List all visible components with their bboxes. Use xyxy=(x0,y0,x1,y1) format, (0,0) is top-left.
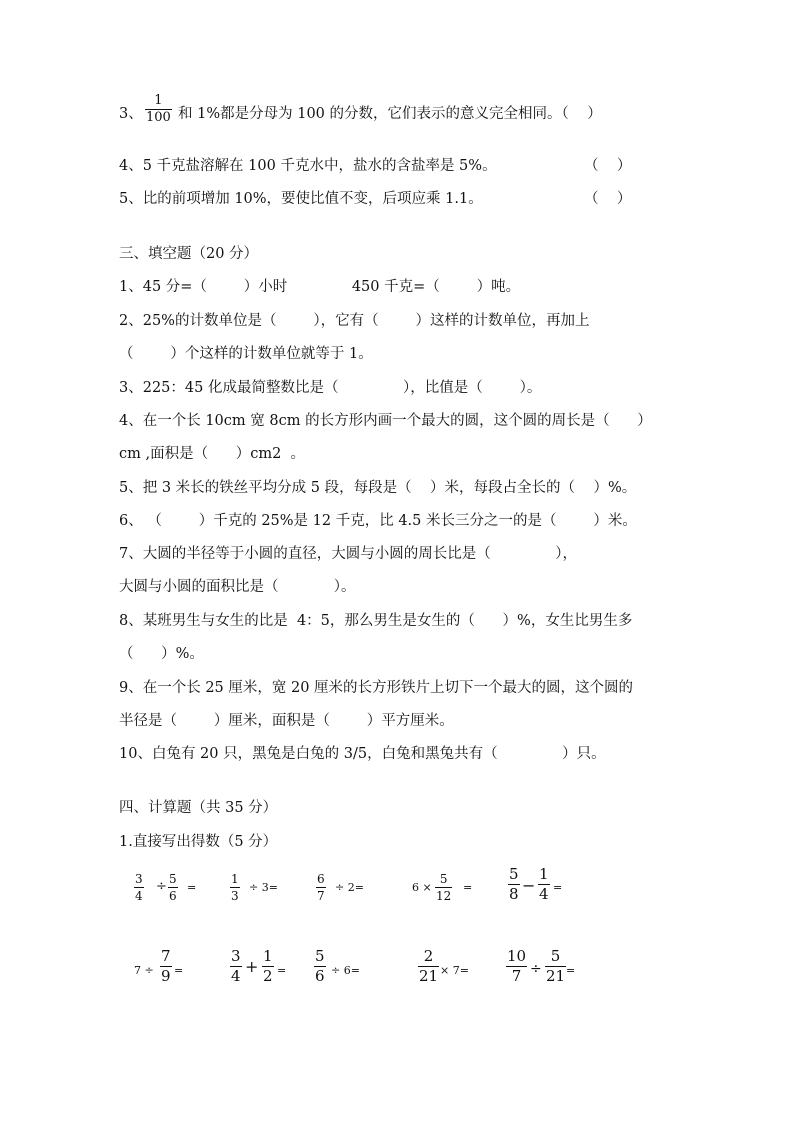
fill-line: 7、大圆的半径等于小圆的直径，大圆与小圆的周长比是（ ）， xyxy=(119,546,578,562)
calc-r1c-tail: ÷ 2= xyxy=(335,881,364,894)
calc-r2c-frac xyxy=(314,948,326,985)
calc-r2e-frac2 xyxy=(545,948,566,985)
judge-q5-answer-paren: （ ） xyxy=(584,191,632,207)
fraction-numerator: 5 xyxy=(439,872,448,886)
fraction-bar xyxy=(230,887,240,888)
judge-q4-text: 4、5 千克盐溶解在 100 千克水中，盐水的含盐率是 5%。 xyxy=(119,158,497,174)
calc-r2e-frac1 xyxy=(506,948,527,985)
calc-r1e-operator: − xyxy=(522,876,536,895)
fill-line: 半径是（ ）厘米，面积是（ ）平方厘米。 xyxy=(119,713,454,729)
calc-r1e-equals: = xyxy=(553,881,563,894)
fraction-numerator: 1 xyxy=(263,947,273,965)
calc-r1c-frac xyxy=(316,872,326,903)
fill-line: 6、 （ ）千克的 25%是 12 千克，比 4.5 米长三分之一的是（ ）米。 xyxy=(119,513,637,529)
fraction-denominator: 7 xyxy=(317,889,325,903)
fill-line: 10、白兔有 20 只，黑兔是白兔的 3/5，白兔和黑兔共有（ ）只。 xyxy=(119,746,606,762)
calc-r2a-prefix: 7 ÷ xyxy=(134,964,154,977)
calc-r2e-equals: = xyxy=(566,964,576,977)
fraction-denominator: 4 xyxy=(135,889,143,903)
calc-r2b-equals: = xyxy=(277,964,287,977)
calc-r1b-frac xyxy=(230,872,240,903)
fill-section-heading: 三、填空题（20 分） xyxy=(119,246,259,262)
calc-r1d-equals: = xyxy=(463,881,473,894)
calc-subheading: 1.直接写出得数（5 分） xyxy=(119,834,278,850)
fraction-numerator: 3 xyxy=(231,947,241,965)
fraction-denominator: 21 xyxy=(546,967,566,985)
calc-r1a-operator: ÷ xyxy=(156,879,167,894)
calc-section-heading: 四、计算题（共 35 分） xyxy=(119,800,278,816)
fraction-numerator: 1 xyxy=(231,872,239,886)
calc-r2a-frac xyxy=(160,948,172,985)
fraction-denominator: 6 xyxy=(169,889,177,903)
fill-line: 大圆与小圆的面积比是（ ）。 xyxy=(119,579,356,595)
calc-r1d-frac xyxy=(435,872,452,903)
judge-q4-answer-paren: （ ） xyxy=(584,158,632,174)
fraction-denominator: 8 xyxy=(509,885,519,903)
judge-q3-text: 和 1%都是分母为 100 的分数，它们表示的意义完全相同。（ ） xyxy=(178,106,602,122)
fraction-numerator: 3 xyxy=(135,872,143,886)
fraction-bar xyxy=(435,887,452,888)
calc-r2d-tail: × 7= xyxy=(440,964,469,977)
fraction-numerator: 5 xyxy=(315,947,325,965)
fill-line: 5、把 3 米长的铁丝平均分成 5 段，每段是（ ）米，每段占全长的（ ）%。 xyxy=(119,480,637,496)
calc-r1d-prefix: 6 × xyxy=(412,881,432,894)
fraction-denominator: 12 xyxy=(436,889,452,903)
judge-q3-number: 3、 xyxy=(119,106,143,122)
calc-r2a-equals: = xyxy=(174,964,184,977)
fraction-numerator: 1 xyxy=(539,865,549,883)
fraction-denominator: 100 xyxy=(146,110,171,125)
calc-r1a-equals: = xyxy=(187,881,197,894)
fraction-denominator: 4 xyxy=(539,885,549,903)
fill-line: 8、某班男生与女生的比是 4：5，那么男生是女生的（ ）%，女生比男生多 xyxy=(119,613,633,629)
fraction-numerator: 2 xyxy=(423,947,434,965)
fraction-denominator: 4 xyxy=(231,967,241,985)
fill-line: 1、45 分=（ ）小时 450 千克=（ ）吨。 xyxy=(119,279,521,295)
fraction-denominator: 6 xyxy=(315,967,325,985)
calc-r1a-frac2 xyxy=(168,872,178,903)
fraction-numerator: 6 xyxy=(317,872,325,886)
fraction-denominator: 3 xyxy=(231,889,239,903)
fraction-numerator: 7 xyxy=(161,947,171,965)
fraction-numerator: 10 xyxy=(507,947,527,965)
fraction-numerator: 5 xyxy=(550,947,561,965)
fraction-bar xyxy=(168,887,178,888)
calc-r1e-frac2 xyxy=(538,866,550,903)
fill-line: 2、25%的计数单位是（ ），它有（ ）这样的计数单位，再加上 xyxy=(119,313,590,329)
fraction-denominator: 21 xyxy=(419,967,439,985)
fraction-numerator: 1 xyxy=(154,93,163,108)
calc-r2b-frac2 xyxy=(262,948,274,985)
judge-q3-fraction xyxy=(145,94,172,125)
judge-q5-text: 5、比的前项增加 10%，要使比值不变，后项应乘 1.1。 xyxy=(119,191,483,207)
fill-line: 3、225：45 化成最简整数比是（ ），比值是（ ）。 xyxy=(119,380,542,396)
calc-r2d-frac xyxy=(418,948,439,985)
calc-r2b-frac1 xyxy=(230,948,242,985)
fill-line: cm ,面积是（ ）cm2 。 xyxy=(119,446,306,462)
fraction-denominator: 9 xyxy=(161,967,171,985)
fraction-numerator: 5 xyxy=(509,865,519,883)
fill-line: 4、在一个长 10cm 宽 8cm 的长方形内画一个最大的圆，这个圆的周长是（ ） xyxy=(119,413,652,429)
calc-r2c-tail: ÷ 6= xyxy=(331,964,360,977)
calc-r1e-frac1 xyxy=(508,866,520,903)
fraction-denominator: 7 xyxy=(511,967,522,985)
fraction-bar xyxy=(316,887,326,888)
fraction-denominator: 2 xyxy=(263,967,273,985)
calc-r2e-operator: ÷ xyxy=(530,961,542,977)
calc-r1a-frac1 xyxy=(134,872,144,903)
fraction-numerator: 5 xyxy=(169,872,177,886)
fraction-bar xyxy=(134,887,144,888)
calc-r2b-operator: + xyxy=(245,957,259,976)
calc-r1b-tail: ÷ 3= xyxy=(249,881,278,894)
fill-line: （ ）%。 xyxy=(119,646,204,662)
fill-line: （ ）个这样的计数单位就等于 1。 xyxy=(119,346,373,362)
fill-line: 9、在一个长 25 厘米，宽 20 厘米的长方形铁片上切下一个最大的圆，这个圆的 xyxy=(119,680,634,696)
